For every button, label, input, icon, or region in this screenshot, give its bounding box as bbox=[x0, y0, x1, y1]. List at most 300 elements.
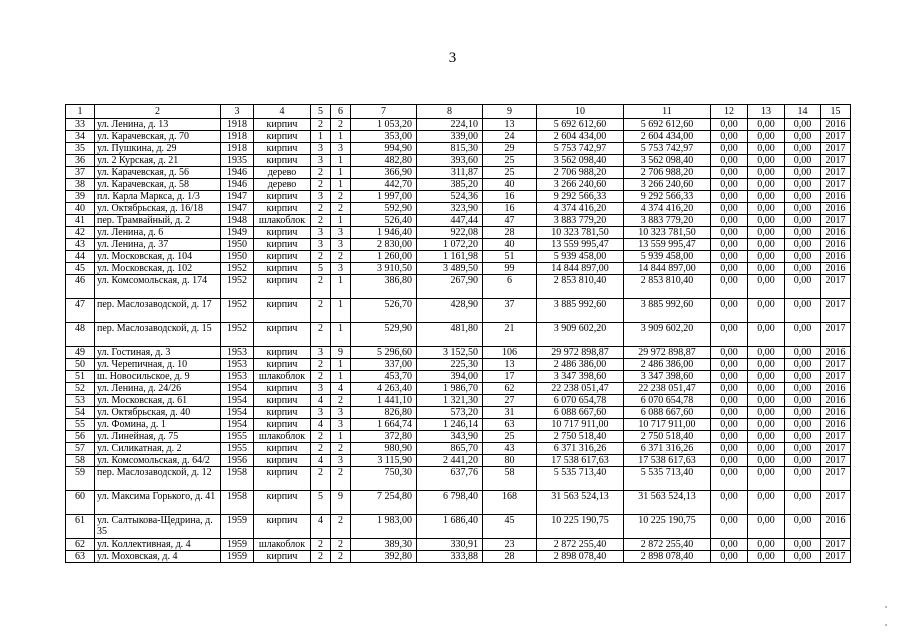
table-cell: 0,00 bbox=[785, 371, 821, 383]
table-row bbox=[66, 119, 851, 131]
header-cell: 5 bbox=[311, 105, 331, 119]
table-cell: 2 bbox=[331, 119, 351, 131]
table-cell: 1959 bbox=[221, 515, 254, 539]
table-cell: 3 bbox=[331, 419, 351, 431]
table-cell: 17 538 617,63 bbox=[537, 455, 624, 467]
table-cell: кирпич bbox=[254, 251, 311, 263]
table-cell: кирпич bbox=[254, 395, 311, 407]
address-cell: ул. Московская, д. 104 bbox=[95, 251, 221, 263]
header-cell: 11 bbox=[624, 105, 711, 119]
table-cell: 2 bbox=[311, 467, 331, 491]
housing-table bbox=[65, 104, 851, 563]
table-cell: 1952 bbox=[221, 323, 254, 347]
table-cell: 980,90 bbox=[351, 443, 417, 455]
table-cell: 80 bbox=[483, 455, 537, 467]
header-cell: 7 bbox=[351, 105, 417, 119]
table-cell: кирпич bbox=[254, 239, 311, 251]
table-cell: 0,00 bbox=[711, 179, 748, 191]
table-cell: 0,00 bbox=[711, 275, 748, 299]
table-cell: 9 292 566,33 bbox=[537, 191, 624, 203]
table-cell: кирпич bbox=[254, 515, 311, 539]
table-cell: 4 bbox=[311, 395, 331, 407]
table-cell: 42 bbox=[66, 227, 95, 239]
table-cell: кирпич bbox=[254, 203, 311, 215]
table-cell: 1 bbox=[331, 167, 351, 179]
address-cell: ш. Новосильское, д. 9 bbox=[95, 371, 221, 383]
table-cell: 0,00 bbox=[785, 323, 821, 347]
table-cell: 2 898 078,40 bbox=[537, 551, 624, 563]
table-cell: 3 266 240,60 bbox=[624, 179, 711, 191]
table-cell: 2 bbox=[331, 539, 351, 551]
table-cell: дерево bbox=[254, 179, 311, 191]
address-cell: ул. 2 Курская, д. 21 bbox=[95, 155, 221, 167]
table-cell: 0,00 bbox=[711, 143, 748, 155]
table-cell: 3 347 398,60 bbox=[537, 371, 624, 383]
table-cell: 0,00 bbox=[785, 419, 821, 431]
table-cell: 29 972 898,87 bbox=[624, 347, 711, 359]
table-cell: 0,00 bbox=[748, 155, 785, 167]
address-cell: ул. Фомина, д. 1 bbox=[95, 419, 221, 431]
table-cell: 9 bbox=[331, 347, 351, 359]
table-cell: 2016 bbox=[821, 383, 851, 395]
table-cell: 1 bbox=[331, 299, 351, 323]
table-cell: 16 bbox=[483, 203, 537, 215]
table-cell: 394,00 bbox=[417, 371, 483, 383]
address-cell: пер. Маслозаводской, д. 12 bbox=[95, 467, 221, 491]
table-cell: 337,00 bbox=[351, 359, 417, 371]
table-cell: 51 bbox=[483, 251, 537, 263]
table-cell: 0,00 bbox=[785, 515, 821, 539]
table-cell: 10 225 190,75 bbox=[537, 515, 624, 539]
table-cell: 13 bbox=[483, 359, 537, 371]
table-cell: 6 070 654,78 bbox=[624, 395, 711, 407]
table-cell: 311,87 bbox=[417, 167, 483, 179]
table-cell: 0,00 bbox=[785, 143, 821, 155]
table-cell: 372,80 bbox=[351, 431, 417, 443]
table-cell: 99 bbox=[483, 263, 537, 275]
table-cell: 40 bbox=[483, 179, 537, 191]
address-cell: ул. Карачевская, д. 56 bbox=[95, 167, 221, 179]
table-cell: 3 bbox=[331, 239, 351, 251]
table-cell: 526,40 bbox=[351, 215, 417, 227]
table-cell: 0,00 bbox=[785, 119, 821, 131]
table-cell: 5 bbox=[311, 263, 331, 275]
table-cell: 54 bbox=[66, 407, 95, 419]
table-cell: 1 441,10 bbox=[351, 395, 417, 407]
table-cell: 35 bbox=[66, 143, 95, 155]
table-cell: 5 692 612,60 bbox=[624, 119, 711, 131]
scan-mark bbox=[885, 624, 887, 626]
table-cell: 17 538 617,63 bbox=[624, 455, 711, 467]
address-cell: ул. Максима Горького, д. 41 bbox=[95, 491, 221, 515]
address-cell: ул. Ленина, д. 13 bbox=[95, 119, 221, 131]
table-cell: 5 939 458,00 bbox=[537, 251, 624, 263]
table-cell: 3 910,50 bbox=[351, 263, 417, 275]
table-cell: шлакоблок bbox=[254, 215, 311, 227]
table-cell: 0,00 bbox=[785, 407, 821, 419]
table-row bbox=[66, 371, 851, 383]
table-cell: 45 bbox=[66, 263, 95, 275]
table-cell: 51 bbox=[66, 371, 95, 383]
table-cell: 0,00 bbox=[711, 167, 748, 179]
table-cell: кирпич bbox=[254, 383, 311, 395]
table-cell: 28 bbox=[483, 227, 537, 239]
table-cell: 9 bbox=[331, 491, 351, 515]
table-cell: 4 bbox=[311, 419, 331, 431]
table-row bbox=[66, 491, 851, 515]
table-cell: 0,00 bbox=[711, 263, 748, 275]
table-cell: 24 bbox=[483, 131, 537, 143]
table-cell: 339,00 bbox=[417, 131, 483, 143]
table-cell: 0,00 bbox=[748, 203, 785, 215]
table-cell: кирпич bbox=[254, 443, 311, 455]
table-cell: 0,00 bbox=[748, 443, 785, 455]
table-cell: 2016 bbox=[821, 347, 851, 359]
table-cell: 106 bbox=[483, 347, 537, 359]
table-cell: 2 bbox=[311, 251, 331, 263]
table-cell: 1949 bbox=[221, 227, 254, 239]
table-cell: 3 bbox=[331, 227, 351, 239]
table-cell: 2017 bbox=[821, 443, 851, 455]
table-cell: 0,00 bbox=[785, 215, 821, 227]
table-cell: 442,70 bbox=[351, 179, 417, 191]
table-cell: 9 292 566,33 bbox=[624, 191, 711, 203]
table-cell: 0,00 bbox=[711, 419, 748, 431]
table-cell: 4 374 416,20 bbox=[624, 203, 711, 215]
table-cell: 0,00 bbox=[748, 299, 785, 323]
table-cell: 0,00 bbox=[748, 323, 785, 347]
table-cell: 1958 bbox=[221, 491, 254, 515]
table-cell: 62 bbox=[66, 539, 95, 551]
table-cell: 0,00 bbox=[748, 551, 785, 563]
table-cell: 2 bbox=[311, 551, 331, 563]
table-cell: 2 bbox=[311, 299, 331, 323]
table-cell: 29 972 898,87 bbox=[537, 347, 624, 359]
table-cell: 330,91 bbox=[417, 539, 483, 551]
address-cell: ул. Московская, д. 102 bbox=[95, 263, 221, 275]
table-cell: 2017 bbox=[821, 431, 851, 443]
table-cell: 0,00 bbox=[711, 227, 748, 239]
table-cell: 22 238 051,47 bbox=[537, 383, 624, 395]
table-cell: кирпич bbox=[254, 347, 311, 359]
table-cell: 2 bbox=[331, 443, 351, 455]
table-cell: 1 260,00 bbox=[351, 251, 417, 263]
table-cell: 1953 bbox=[221, 359, 254, 371]
table-cell: 1918 bbox=[221, 143, 254, 155]
table-cell: 3 bbox=[311, 407, 331, 419]
header-cell: 14 bbox=[785, 105, 821, 119]
table-cell: 0,00 bbox=[711, 431, 748, 443]
table-row bbox=[66, 227, 851, 239]
table-cell: 2017 bbox=[821, 455, 851, 467]
table-cell: 0,00 bbox=[748, 191, 785, 203]
table-row bbox=[66, 143, 851, 155]
table-cell: 0,00 bbox=[748, 143, 785, 155]
table-cell: 1 686,40 bbox=[417, 515, 483, 539]
table-cell: 0,00 bbox=[711, 491, 748, 515]
table-cell: 2 706 988,20 bbox=[537, 167, 624, 179]
table-cell: 1954 bbox=[221, 395, 254, 407]
table-cell: 1954 bbox=[221, 407, 254, 419]
table-cell: 0,00 bbox=[711, 299, 748, 323]
table-cell: 2 bbox=[311, 179, 331, 191]
table-cell: 41 bbox=[66, 215, 95, 227]
table-cell: 1953 bbox=[221, 371, 254, 383]
table-cell: 4 bbox=[311, 455, 331, 467]
table-cell: 0,00 bbox=[748, 383, 785, 395]
table-cell: 2016 bbox=[821, 419, 851, 431]
table-cell: 0,00 bbox=[711, 371, 748, 383]
table-cell: 5 bbox=[311, 491, 331, 515]
header-cell: 8 bbox=[417, 105, 483, 119]
table-cell: 0,00 bbox=[785, 491, 821, 515]
header-cell: 9 bbox=[483, 105, 537, 119]
table-cell: 0,00 bbox=[711, 347, 748, 359]
address-cell: ул. Силикатная, д. 2 bbox=[95, 443, 221, 455]
table-cell: 2 604 434,00 bbox=[537, 131, 624, 143]
table-cell: 1 321,30 bbox=[417, 395, 483, 407]
table-cell: 2017 bbox=[821, 323, 851, 347]
table-cell: 1950 bbox=[221, 239, 254, 251]
address-cell: пер. Трамвайный, д. 2 bbox=[95, 215, 221, 227]
table-cell: 573,20 bbox=[417, 407, 483, 419]
table-row bbox=[66, 251, 851, 263]
table-cell: 1 bbox=[331, 371, 351, 383]
table-cell: 453,70 bbox=[351, 371, 417, 383]
table-cell: 14 844 897,00 bbox=[624, 263, 711, 275]
table-cell: 1952 bbox=[221, 263, 254, 275]
table-cell: 6 bbox=[483, 275, 537, 299]
table-cell: 0,00 bbox=[785, 155, 821, 167]
address-cell: ул. Пушкина, д. 29 bbox=[95, 143, 221, 155]
table-cell: дерево bbox=[254, 167, 311, 179]
table-cell: 40 bbox=[66, 203, 95, 215]
table-row bbox=[66, 167, 851, 179]
table-cell: 0,00 bbox=[785, 227, 821, 239]
table-row bbox=[66, 299, 851, 323]
table-cell: 6 371 316,26 bbox=[537, 443, 624, 455]
table-cell: 3 bbox=[311, 191, 331, 203]
table-cell: 2017 bbox=[821, 143, 851, 155]
table-cell: 43 bbox=[66, 239, 95, 251]
table-cell: 0,00 bbox=[711, 131, 748, 143]
table-cell: 3 bbox=[311, 383, 331, 395]
table-cell: 25 bbox=[483, 431, 537, 443]
table-cell: 6 088 667,60 bbox=[537, 407, 624, 419]
table-cell: 2017 bbox=[821, 299, 851, 323]
table-cell: 49 bbox=[66, 347, 95, 359]
table-cell: 343,90 bbox=[417, 431, 483, 443]
table-cell: 56 bbox=[66, 431, 95, 443]
table-cell: 750,30 bbox=[351, 467, 417, 491]
table-cell: кирпич bbox=[254, 119, 311, 131]
table-cell: 0,00 bbox=[748, 131, 785, 143]
table-cell: 27 bbox=[483, 395, 537, 407]
table-cell: 0,00 bbox=[785, 347, 821, 359]
table-cell: кирпич bbox=[254, 299, 311, 323]
table-cell: 0,00 bbox=[748, 431, 785, 443]
table-cell: 1 983,00 bbox=[351, 515, 417, 539]
table-cell: 0,00 bbox=[785, 395, 821, 407]
table-cell: 58 bbox=[483, 467, 537, 491]
table-cell: 389,30 bbox=[351, 539, 417, 551]
table-cell: 0,00 bbox=[785, 179, 821, 191]
table-cell: 2017 bbox=[821, 371, 851, 383]
table-cell: 2 750 518,40 bbox=[537, 431, 624, 443]
table-cell: 2 bbox=[311, 119, 331, 131]
address-cell: ул. Ленина, д. 6 bbox=[95, 227, 221, 239]
table-cell: 1947 bbox=[221, 203, 254, 215]
table-cell: 1 986,70 bbox=[417, 383, 483, 395]
table-cell: 2 bbox=[311, 215, 331, 227]
table-cell: 40 bbox=[483, 239, 537, 251]
table-cell: кирпич bbox=[254, 359, 311, 371]
table-cell: 3 bbox=[311, 143, 331, 155]
table-cell: 2017 bbox=[821, 491, 851, 515]
table-cell: 47 bbox=[66, 299, 95, 323]
table-cell: 3 883 779,20 bbox=[624, 215, 711, 227]
table-cell: 0,00 bbox=[785, 191, 821, 203]
table-cell: 2 bbox=[311, 203, 331, 215]
table-cell: 815,30 bbox=[417, 143, 483, 155]
table-cell: 62 bbox=[483, 383, 537, 395]
table-cell: 2 bbox=[311, 539, 331, 551]
address-cell: ул. Коллективная, д. 4 bbox=[95, 539, 221, 551]
table-cell: 2 bbox=[311, 371, 331, 383]
table-cell: 13 559 995,47 bbox=[624, 239, 711, 251]
table-cell: 3 885 992,60 bbox=[537, 299, 624, 323]
table-cell: 5 939 458,00 bbox=[624, 251, 711, 263]
address-cell: пл. Карла Маркса, д. 1/3 bbox=[95, 191, 221, 203]
table-cell: кирпич bbox=[254, 467, 311, 491]
table-cell: 2016 bbox=[821, 407, 851, 419]
table-cell: 1947 bbox=[221, 191, 254, 203]
address-cell: ул. Ленина, д. 37 bbox=[95, 239, 221, 251]
header-cell: 6 bbox=[331, 105, 351, 119]
table-row bbox=[66, 347, 851, 359]
table-cell: 2 706 988,20 bbox=[624, 167, 711, 179]
table-cell: 2 830,00 bbox=[351, 239, 417, 251]
table-cell: 2 bbox=[311, 443, 331, 455]
table-row bbox=[66, 407, 851, 419]
table-cell: 333,88 bbox=[417, 551, 483, 563]
address-cell: ул. Комсомольская, д. 64/2 bbox=[95, 455, 221, 467]
table-cell: 10 323 781,50 bbox=[537, 227, 624, 239]
header-cell: 1 bbox=[66, 105, 95, 119]
table-cell: 0,00 bbox=[748, 251, 785, 263]
table-cell: 17 bbox=[483, 371, 537, 383]
table-cell: 10 717 911,00 bbox=[624, 419, 711, 431]
table-cell: 0,00 bbox=[748, 215, 785, 227]
table-cell: 386,80 bbox=[351, 275, 417, 299]
table-cell: 45 bbox=[483, 515, 537, 539]
table-cell: 3 885 992,60 bbox=[624, 299, 711, 323]
table-cell: 0,00 bbox=[748, 515, 785, 539]
table-cell: кирпич bbox=[254, 323, 311, 347]
header-cell: 4 bbox=[254, 105, 311, 119]
table-cell: 2016 bbox=[821, 227, 851, 239]
table-cell: 58 bbox=[66, 455, 95, 467]
table-cell: шлакоблок bbox=[254, 431, 311, 443]
address-cell: ул. Салтыкова-Щедрина, д. 35 bbox=[95, 515, 221, 539]
table-cell: 1946 bbox=[221, 167, 254, 179]
table-cell: 3 bbox=[311, 227, 331, 239]
table-cell: 3 562 098,40 bbox=[624, 155, 711, 167]
table-cell: 37 bbox=[483, 299, 537, 323]
table-cell: 0,00 bbox=[748, 347, 785, 359]
table-row bbox=[66, 275, 851, 299]
table-cell: 637,76 bbox=[417, 467, 483, 491]
table-cell: 2 bbox=[311, 431, 331, 443]
table-cell: 47 bbox=[483, 215, 537, 227]
table-cell: 2 bbox=[331, 467, 351, 491]
table-row bbox=[66, 191, 851, 203]
table-cell: 3 489,50 bbox=[417, 263, 483, 275]
table-cell: 1 161,98 bbox=[417, 251, 483, 263]
table-cell: 3 115,90 bbox=[351, 455, 417, 467]
table-cell: 5 753 742,97 bbox=[624, 143, 711, 155]
table-cell: 826,80 bbox=[351, 407, 417, 419]
table-cell: 48 bbox=[66, 323, 95, 347]
table-row bbox=[66, 215, 851, 227]
table-cell: 1954 bbox=[221, 419, 254, 431]
table-cell: 13 bbox=[483, 119, 537, 131]
table-row bbox=[66, 431, 851, 443]
table-cell: кирпич bbox=[254, 155, 311, 167]
table-cell: 1952 bbox=[221, 299, 254, 323]
table-cell: 0,00 bbox=[748, 539, 785, 551]
table-cell: 10 225 190,75 bbox=[624, 515, 711, 539]
table-cell: 2 872 255,40 bbox=[624, 539, 711, 551]
table-cell: 13 559 995,47 bbox=[537, 239, 624, 251]
table-cell: 1 bbox=[331, 431, 351, 443]
table-cell: 4 263,40 bbox=[351, 383, 417, 395]
table-cell: 63 bbox=[66, 551, 95, 563]
table-cell: 14 844 897,00 bbox=[537, 263, 624, 275]
table-cell: 3 bbox=[331, 263, 351, 275]
address-cell: ул. Октябрьская, д. 40 bbox=[95, 407, 221, 419]
address-cell: ул. Карачевская, д. 58 bbox=[95, 179, 221, 191]
table-cell: 52 bbox=[66, 383, 95, 395]
table-cell: 0,00 bbox=[711, 191, 748, 203]
table-cell: 57 bbox=[66, 443, 95, 455]
scan-mark bbox=[885, 606, 887, 608]
table-cell: 2 486 386,00 bbox=[537, 359, 624, 371]
table-cell: 0,00 bbox=[785, 239, 821, 251]
table-cell: 994,90 bbox=[351, 143, 417, 155]
table-cell: 1 946,40 bbox=[351, 227, 417, 239]
table-cell: 2 bbox=[311, 167, 331, 179]
table-cell: 3 bbox=[331, 407, 351, 419]
table-cell: 6 070 654,78 bbox=[537, 395, 624, 407]
table-cell: 60 bbox=[66, 491, 95, 515]
table-cell: 2 898 078,40 bbox=[624, 551, 711, 563]
table-cell: 1 bbox=[331, 155, 351, 167]
table-cell: 3 266 240,60 bbox=[537, 179, 624, 191]
table-cell: 0,00 bbox=[711, 155, 748, 167]
table-cell: 2 bbox=[331, 515, 351, 539]
table-cell: 4 374 416,20 bbox=[537, 203, 624, 215]
table-cell: 55 bbox=[66, 419, 95, 431]
table-cell: 1958 bbox=[221, 467, 254, 491]
table-cell: 482,80 bbox=[351, 155, 417, 167]
table-cell: 39 bbox=[66, 191, 95, 203]
address-cell: пер. Маслозаводской, д. 15 bbox=[95, 323, 221, 347]
table-cell: 1 997,00 bbox=[351, 191, 417, 203]
table-cell: 0,00 bbox=[711, 119, 748, 131]
table-cell: 0,00 bbox=[785, 203, 821, 215]
table-cell: 6 798,40 bbox=[417, 491, 483, 515]
